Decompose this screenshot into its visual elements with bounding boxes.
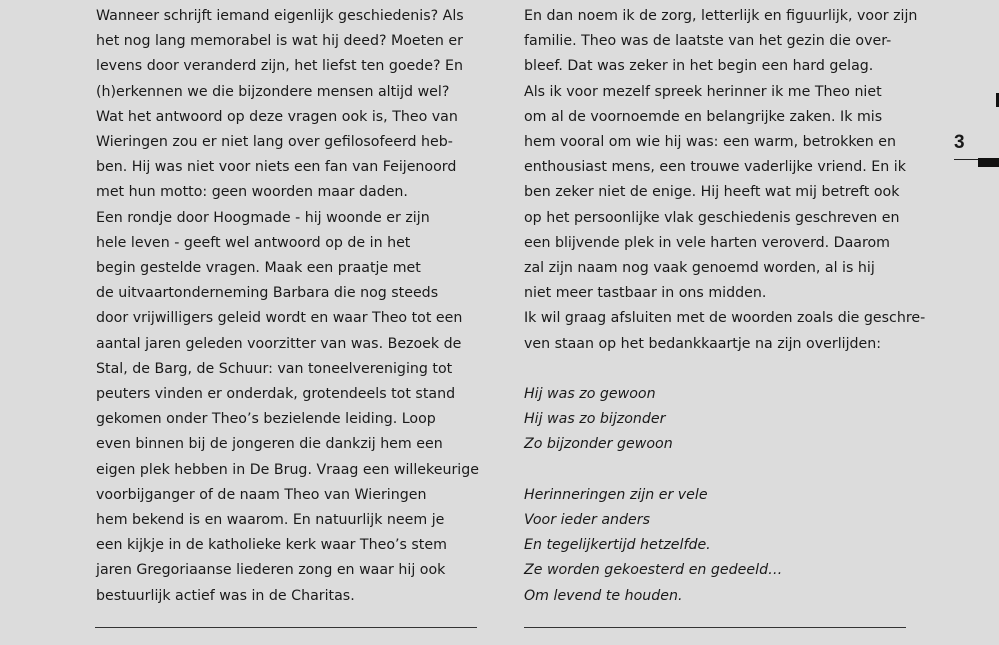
left-column — [96, 4, 486, 609]
text-line: Als ik voor mezelf spreek herinner ik me Theo niet — [524, 83, 882, 100]
poem-line: Hij was zo bijzonder — [524, 411, 666, 428]
text-line: (h)erkennen we die bijzondere mensen altijd wel? — [96, 83, 450, 100]
text-line: hem bekend is en waarom. En natuurlijk neem je — [96, 512, 445, 529]
text-line: hem vooral om wie hij was: een warm, betrokken en — [524, 134, 896, 151]
poem-line: Ze worden gekoesterd en gedeeld… — [524, 562, 783, 579]
poem-line: Zo bijzonder gewoon — [524, 436, 673, 453]
text-line: begin gestelde vragen. Maak een praatje met — [96, 260, 421, 277]
text-line: Wanneer schrijft iemand eigenlijk geschiedenis? Als — [96, 8, 464, 24]
poem-line: En tegelijkertijd hetzelfde. — [524, 537, 711, 554]
text-line: ven staan op het bedankkaartje na zijn overlijden: — [524, 335, 882, 352]
text-line: levens door veranderd zijn, het liefst ten goede? En — [96, 58, 464, 75]
text-line: door vrijwilligers geleid wordt en waar Theo tot een — [96, 310, 463, 327]
right-column — [524, 4, 926, 609]
text-line: een kijkje in de katholieke kerk waar Theo’s stem — [96, 537, 447, 554]
stanza-spacer — [524, 357, 914, 382]
text-line: bleef. Dat was zeker in het begin een hard gelag. — [524, 58, 874, 75]
poem-stanza-1 — [524, 382, 914, 458]
text-line: ben zeker niet de enige. Hij heeft wat mij betreft ook — [524, 184, 900, 201]
text-line: aantal jaren geleden voorzitter van was. Bezoek de — [96, 335, 462, 352]
text-line: even binnen bij de jongeren die dankzij hem een — [96, 436, 443, 453]
text-line: hele leven - geeft wel antwoord op de in het — [96, 234, 411, 251]
text-line: eigen plek hebben in De Brug. Vraag een willekeurige — [96, 461, 479, 478]
text-line: niet meer tastbaar in ons midden. — [524, 285, 767, 302]
right-column-divider — [524, 627, 906, 628]
text-line: bestuurlijk actief was in de Charitas. — [96, 587, 355, 604]
text-line: het nog lang memorabel is wat hij deed? Moeten er — [96, 33, 463, 50]
text-line: een blijvende plek in vele harten veroverd. Daarom — [524, 234, 891, 251]
page-number-tab — [978, 158, 999, 167]
poem-line: Voor ieder anders — [524, 512, 650, 529]
text-line: ben. Hij was niet voor niets een fan van Feijenoord — [96, 159, 457, 176]
text-line: Ik wil graag afsluiten met de woorden zoals die geschre- — [524, 310, 926, 327]
text-line: En dan noem ik de zorg, letterlijk en figuurlijk, voor zijn — [524, 8, 918, 24]
poem-line: Om levend te houden. — [524, 587, 683, 604]
text-line: voorbijganger of de naam Theo van Wieringen — [96, 486, 427, 503]
text-line: met hun motto: geen woorden maar daden. — [96, 184, 408, 201]
text-line: de uitvaartonderneming Barbara die nog steeds — [96, 285, 439, 302]
text-line: om al de voornoemde en belangrijke zaken. Ik mis — [524, 108, 883, 125]
text-line: gekomen onder Theo’s bezielende leiding. Loop — [96, 411, 436, 428]
text-line: op het persoonlijke vlak geschiedenis geschreven en — [524, 209, 900, 226]
text-line: Wieringen zou er niet lang over gefilosofeerd heb- — [96, 134, 453, 151]
stanza-spacer — [524, 458, 914, 483]
text-line: zal zijn naam nog vaak genoemd worden, al is hij — [524, 260, 875, 277]
text-line: jaren Gregoriaanse liederen zong en waar hij ook — [96, 562, 446, 579]
text-line: Wat het antwoord op deze vragen ook is, Theo van — [96, 108, 458, 125]
text-line: Stal, de Barg, de Schuur: van toneelvereniging tot — [96, 360, 453, 377]
text-line: enthousiast mens, een trouwe vaderlijke vriend. En ik — [524, 159, 906, 176]
page-number-underline — [954, 159, 979, 160]
page-number: 3 — [954, 132, 965, 153]
text-line: Een rondje door Hoogmade - hij woonde er zijn — [96, 209, 430, 226]
text-line: peuters vinden er onderdak, grotendeels tot stand — [96, 386, 456, 403]
left-column-divider — [95, 627, 477, 628]
poem-stanza-2 — [524, 483, 914, 609]
poem-line: Herinneringen zijn er vele — [524, 486, 708, 503]
poem-line: Hij was zo gewoon — [524, 386, 656, 403]
text-line: familie. Theo was de laatste van het gezin die over- — [524, 33, 892, 50]
